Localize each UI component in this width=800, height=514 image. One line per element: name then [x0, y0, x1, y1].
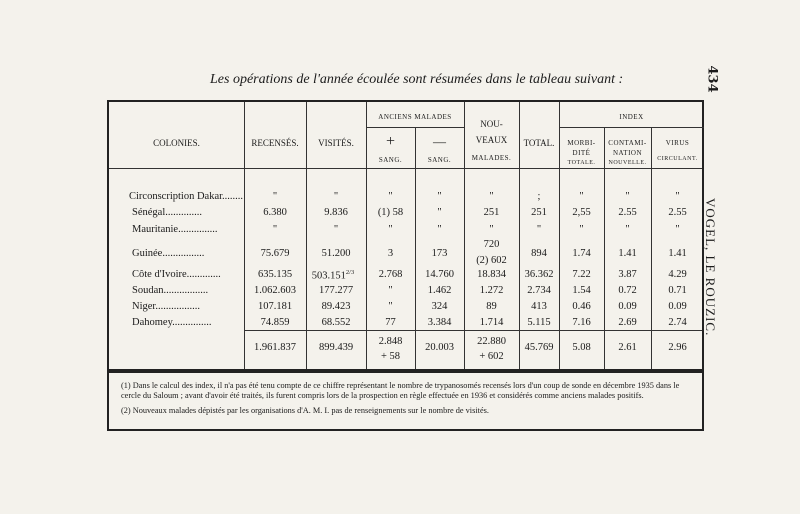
cell-morbidite: 1.74: [572, 248, 591, 259]
cell-nouveaux-note: (2) 602: [476, 255, 507, 266]
cell-total: 413: [531, 301, 547, 312]
header-index: INDEX: [619, 113, 644, 121]
cell-plus-sang: ": [388, 224, 393, 235]
row-colonie: Niger.................: [132, 301, 200, 312]
header-anciens-malades: ANCIENS MALADES: [378, 113, 452, 121]
header-recenses: RECENSÉS.: [251, 138, 299, 148]
footnotes-box: [107, 371, 704, 431]
cell-visites-fraction: 2/3: [345, 269, 355, 276]
cell-recenses: 75.679: [260, 248, 290, 259]
cell-total: 5.115: [527, 317, 551, 328]
cell-visites: 9.836: [324, 207, 348, 218]
header-virus-1: VIRUS: [665, 139, 690, 147]
cell-nouveaux: 1.272: [479, 285, 504, 296]
cell-recenses: 107.181: [257, 301, 293, 312]
header-total: TOTAL.: [523, 138, 555, 148]
row-colonie: Soudan.................: [132, 285, 209, 296]
cell-contamination: 0.09: [618, 301, 637, 312]
cell-morbidite: 2,55: [572, 207, 591, 218]
cell-virus: 0.71: [668, 285, 687, 296]
cell-contamination: 1.41: [618, 248, 637, 259]
cell-recenses: ": [272, 191, 278, 202]
cell-nouveaux: ": [489, 224, 494, 235]
cell-recenses: 1.062.603: [254, 285, 296, 296]
cell-morbidite: ": [579, 191, 584, 202]
cell-plus-sang: 2.768: [378, 269, 403, 280]
header-contamination-3: NOUVELLE.: [608, 160, 647, 166]
total-recenses: 1.961.837: [254, 342, 296, 353]
total-nouveaux: 22.880: [477, 336, 506, 347]
cell-total: 36.362: [524, 269, 554, 280]
footnote-2: (2) Nouveaux malades dépistés par les organisations d'A. M. I. pas de renseignements sur le nombre de visités.: [121, 406, 489, 415]
cell-virus: 2.55: [668, 207, 687, 218]
row-colonie: Côte d'Ivoire.............: [132, 269, 221, 280]
cell-plus-sang: ": [388, 191, 393, 202]
cell-nouveaux: 720: [483, 239, 500, 250]
cell-contamination: 2.55: [618, 207, 637, 218]
cell-plus-sang: ": [388, 301, 393, 312]
total-contamination: 2.61: [618, 342, 637, 353]
cell-moins-sang: 3.384: [427, 317, 452, 328]
cell-morbidite: ": [579, 224, 584, 235]
cell-recenses: 74.859: [260, 317, 290, 328]
cell-visites: 68.552: [321, 317, 351, 328]
cell-virus: 1.41: [668, 248, 687, 259]
cell-total: 251: [531, 207, 547, 218]
total-moins-sang: 20.003: [425, 342, 454, 353]
header-rule: [366, 127, 464, 128]
total-plus-sang-extra: + 58: [380, 351, 401, 362]
cell-visites: ": [333, 191, 339, 202]
cell-virus: 0.09: [668, 301, 687, 312]
row-colonie: Mauritanie...............: [132, 224, 218, 235]
cell-virus: 4.29: [668, 269, 687, 280]
cell-virus: 2.74: [668, 317, 687, 328]
header-contamination-1: CONTAMI-: [608, 139, 647, 147]
cell-moins-sang: 324: [431, 301, 448, 312]
cell-visites: 89.423: [321, 301, 351, 312]
cell-nouveaux: 1.714: [479, 317, 504, 328]
row-colonie: Circonscription Dakar........: [129, 191, 244, 202]
cell-morbidite: 7.22: [572, 269, 591, 280]
header-minus-sign: —: [433, 134, 446, 149]
row-colonie: Sénégal..............: [132, 207, 202, 218]
header-visites: VISITÉS.: [318, 138, 354, 148]
row-colonie: Guinée................: [132, 248, 205, 259]
header-contamination-2: NATION: [612, 149, 643, 157]
footnote-1: (1) Dans le calcul des index, il n'a pas été tenu compte de ce chiffre représentant le nombre de trypanosomés recensés lors d'un coup de sonde en décembre 1935 dans le cercle du Saloum ; avant d'avoir été traités, ils furent compris lors de la prospection en règle effectuée en 1936 et considérés comme anciens malades positifs.: [121, 381, 680, 400]
cell-contamination: 2.69: [618, 317, 637, 328]
header-colonies: COLONIES.: [153, 138, 200, 148]
header-plus-sang: SANG.: [378, 156, 403, 164]
cell-morbidite: 1.54: [572, 285, 591, 296]
cell-plus-sang: 77: [385, 317, 396, 328]
page-heading: Les opérations de l'année écoulée sont résumées dans le tableau suivant :: [210, 72, 624, 87]
total-virus: 2.96: [668, 342, 687, 353]
header-nouveaux-2: VEAUX: [475, 135, 508, 145]
cell-moins-sang: ": [437, 207, 442, 218]
cell-visites: ": [333, 224, 339, 235]
cell-moins-sang: ": [437, 224, 442, 235]
cell-moins-sang: 173: [431, 248, 448, 259]
header-rule: [559, 127, 704, 128]
cell-plus-sang: 3: [387, 248, 394, 259]
header-virus-2: CIRCULANT.: [657, 156, 698, 162]
cell-recenses: 635.135: [257, 269, 293, 280]
cell-total: 894: [531, 248, 547, 259]
total-total: 45.769: [524, 342, 554, 353]
total-nouveaux-extra: + 602: [479, 351, 504, 362]
cell-visites: [306, 269, 360, 282]
header-morbidite-1: MORBI-: [567, 139, 596, 147]
cell-moins-sang: ": [437, 191, 442, 202]
cell-virus: ": [675, 191, 680, 202]
cell-contamination: ": [625, 191, 630, 202]
cell-recenses: ": [272, 224, 278, 235]
cell-morbidite: 7.16: [572, 317, 591, 328]
cell-total: ": [536, 224, 542, 235]
row-colonie: Dahomey...............: [132, 317, 212, 328]
cell-contamination: 3.87: [618, 269, 637, 280]
cell-total: 2.734: [527, 285, 551, 296]
totals-rule: [244, 330, 702, 331]
header-plus-sign: +: [385, 133, 396, 150]
cell-nouveaux: 251: [483, 207, 500, 218]
cell-visites: 51.200: [321, 248, 351, 259]
cell-contamination: ": [625, 224, 630, 235]
total-visites: 899.439: [318, 342, 354, 353]
cell-total: ;: [537, 191, 541, 202]
cell-plus-sang: (1) 58: [377, 207, 404, 218]
running-head: VOGEL, LE ROUZIC.: [703, 198, 718, 337]
cell-morbidite: 0.46: [572, 301, 591, 312]
cell-nouveaux: 89: [486, 301, 497, 312]
cell-moins-sang: 1.462: [427, 285, 452, 296]
cell-moins-sang: 14.760: [425, 269, 454, 280]
cell-visites: 177.277: [318, 285, 354, 296]
header-minus-sang: SANG.: [427, 156, 452, 164]
cell-nouveaux: 18.834: [477, 269, 506, 280]
cell-recenses: 6.380: [263, 207, 287, 218]
statistics-table: [107, 100, 704, 371]
cell-plus-sang: ": [388, 285, 393, 296]
header-nouveaux-3: MALADES.: [471, 154, 512, 162]
header-morbidite-3: TOTALE.: [567, 160, 596, 166]
total-plus-sang: 2.848: [378, 336, 403, 347]
cell-nouveaux: ": [489, 191, 494, 202]
header-nouveaux-1: NOU-: [480, 119, 503, 129]
cell-visites-value: 503.151: [311, 270, 346, 282]
header-morbidite-2: DITÉ: [572, 149, 591, 157]
cell-contamination: 0.72: [618, 285, 637, 296]
cell-virus: ": [675, 224, 680, 235]
page-number: 434: [704, 65, 720, 93]
total-morbidite: 5.08: [572, 342, 591, 353]
